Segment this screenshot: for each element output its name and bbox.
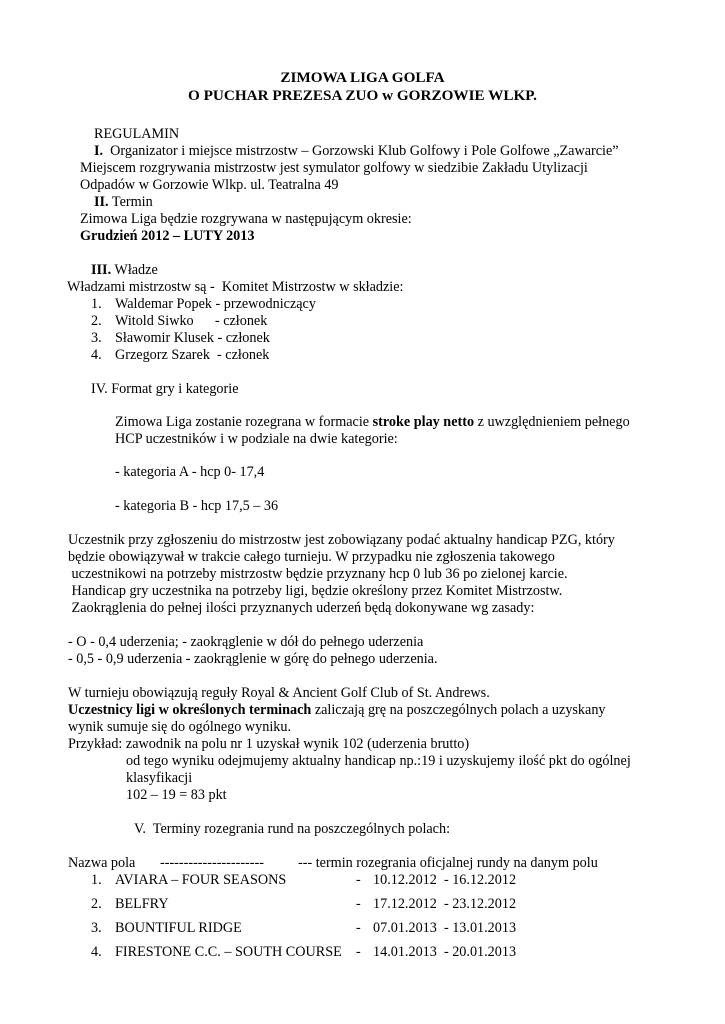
course-dates: 07.01.2013 - 13.01.2013 xyxy=(373,920,517,936)
committee-member-name: Sławomir Klusek - członek xyxy=(115,330,270,346)
member-number: 3. xyxy=(91,330,102,346)
rules-line-2 xyxy=(68,702,606,719)
committee-member-name: Witold Siwko - członek xyxy=(115,313,268,329)
course-name: BOUNTIFUL RIDGE xyxy=(115,920,242,936)
committee-member xyxy=(91,330,102,347)
section-1-text: Organizator i miejsce mistrzostw – Gorzowski Klub Golfowy i Pole Golfowe „Zawarcie” xyxy=(110,143,619,159)
committee-member xyxy=(91,347,102,364)
section-3-intro: Władzami mistrzostw są - Komitet Mistrzostw w składzie: xyxy=(67,279,404,295)
example-line-3: klasyfikacji xyxy=(126,770,193,786)
schedule-header-dashes: ---------------------- xyxy=(160,855,264,871)
category-a: - kategoria A - hcp 0- 17,4 xyxy=(115,464,265,480)
course-number: 4. xyxy=(91,944,102,960)
course-number: 2. xyxy=(91,896,102,912)
rounding-rule-1: - O - 0,4 uderzenia; - zaokrąglenie w dół do pełnego uderzenia xyxy=(68,634,424,650)
rules-participants-bold: Uczestnicy ligi w określonych terminach xyxy=(68,702,312,718)
course-dash: - xyxy=(356,896,361,912)
handicap-line-4: Handicap gry uczestnika na potrzeby ligi, będzie określony przez Komitet Mistrzostw. xyxy=(68,583,563,599)
committee-member xyxy=(91,313,102,330)
course-name: FIRESTONE C.C. – SOUTH COURSE xyxy=(115,944,342,960)
committee-member-name: Waldemar Popek - przewodniczący xyxy=(115,296,316,312)
section-2-number: II. xyxy=(94,194,109,210)
format-text: Zimowa Liga zostanie rozegrana w formacie xyxy=(115,414,373,430)
example-result: 102 – 19 = 83 pkt xyxy=(126,787,227,803)
section-1-line-1 xyxy=(94,143,619,160)
handicap-line-3: uczestnikowi na potrzeby mistrzostw będzie przyznany hcp 0 lub 36 po zielonej karcie. xyxy=(68,566,568,582)
handicap-line-1: Uczestnik przy zgłoszeniu do mistrzostw jest zobowiązany podać aktualny handicap PZG, który xyxy=(68,532,615,548)
rules-line-3: wynik sumuje się do ogólnego wyniku. xyxy=(68,719,292,735)
committee-member-name: Grzegorz Szarek - członek xyxy=(115,347,270,363)
section-4-paragraph-line-1 xyxy=(115,414,630,431)
section-5-heading: V. Terminy rozegrania rund na poszczególnych polach: xyxy=(134,821,451,837)
handicap-line-5: Zaokrąglenia do pełnej ilości przyznanych uderzeń będą dokonywane wg zasady: xyxy=(68,600,535,616)
schedule-header-name: Nazwa pola xyxy=(68,855,136,871)
section-2-period: Grudzień 2012 – LUTY 2013 xyxy=(80,228,255,244)
course-name: AVIARA – FOUR SEASONS xyxy=(115,872,287,888)
example-line-1: Przykład: zawodnik na polu nr 1 uzyskał wynik 102 (uderzenia brutto) xyxy=(68,736,470,752)
course-dates: 17.12.2012 - 23.12.2012 xyxy=(373,896,517,912)
format-stroke-play-netto: stroke play netto xyxy=(372,414,475,430)
section-3-number: III. xyxy=(91,262,112,278)
section-2-heading xyxy=(94,194,153,211)
committee-member xyxy=(91,296,102,313)
category-b: - kategoria B - hcp 17,5 – 36 xyxy=(115,498,279,514)
rules-line-1: W turnieju obowiązują reguły Royal & Ancient Golf Club of St. Andrews. xyxy=(68,685,490,701)
course-dash: - xyxy=(356,920,361,936)
title-line-2: O PUCHAR PREZESA ZUO w GORZOWIE WLKP. xyxy=(188,87,537,104)
course-dates: 10.12.2012 - 16.12.2012 xyxy=(373,872,517,888)
course-dash: - xyxy=(356,944,361,960)
example-line-2: od tego wyniku odejmujemy aktualny handicap np.:19 i uzyskujemy ilość pkt do ogólnej xyxy=(126,753,631,769)
course-name: BELFRY xyxy=(115,896,169,912)
course-dash: - xyxy=(356,872,361,888)
section-3-title: Władze xyxy=(114,262,158,278)
course-dates: 14.01.2013 - 20.01.2013 xyxy=(373,944,517,960)
section-4-paragraph-line-2: HCP uczestników i w podziale na dwie kategorie: xyxy=(115,431,398,447)
member-number: 2. xyxy=(91,313,102,329)
course-number: 1. xyxy=(91,872,102,888)
rules-participants-text: zaliczają grę na poszczególnych polach a uzyskany xyxy=(311,702,606,718)
section-3-heading xyxy=(91,262,158,279)
section-2-title: Termin xyxy=(111,194,153,210)
rounding-rule-2: - 0,5 - 0,9 uderzenia - zaokrąglenie w górę do pełnego uderzenia. xyxy=(68,651,438,667)
title-line-1: ZIMOWA LIGA GOLFA xyxy=(280,69,445,86)
course-number: 3. xyxy=(91,920,102,936)
section-1-number: I. xyxy=(94,143,104,159)
regulamin-heading: REGULAMIN xyxy=(94,126,180,142)
format-text-end: z uwzględnieniem pełnego xyxy=(474,414,630,430)
member-number: 4. xyxy=(91,347,102,363)
schedule-header-term: --- termin rozegrania oficjalnej rundy na danym polu xyxy=(298,855,598,871)
section-2-line-1: Zimowa Liga będzie rozgrywana w następującym okresie: xyxy=(80,211,412,227)
section-1-line-2: Miejscem rozgrywania mistrzostw jest symulator golfowy w siedzibie Zakładu Utylizacji xyxy=(80,160,588,176)
section-4-heading: IV. Format gry i kategorie xyxy=(91,381,239,397)
member-number: 1. xyxy=(91,296,102,312)
section-1-line-3: Odpadów w Gorzowie Wlkp. ul. Teatralna 49 xyxy=(80,177,339,193)
handicap-line-2: będzie obowiązywał w trakcie całego turnieju. W przypadku nie zgłoszenia takowego xyxy=(68,549,555,565)
